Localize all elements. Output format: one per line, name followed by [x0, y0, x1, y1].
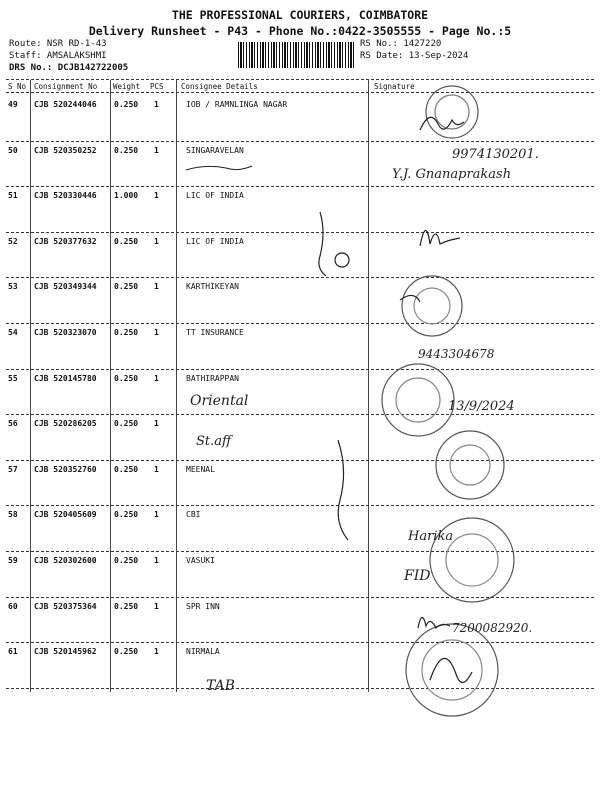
row-consignment-no: CJB 520405609 [34, 510, 97, 520]
signature-icon [420, 117, 464, 130]
rs-number: RS No.: 1427220 [360, 39, 442, 49]
row-sno: 56 [8, 419, 18, 429]
row-pcs: 1 [154, 100, 159, 109]
row-sno: 51 [8, 191, 18, 201]
row-consignee: CBI [186, 510, 201, 520]
stamp-inner-icon [414, 288, 450, 324]
col-header-weight: Weight [113, 82, 141, 91]
row-divider [6, 323, 594, 324]
hw-sig-58: Harika [408, 529, 454, 544]
stamp-inner-icon [450, 445, 490, 485]
row-consignee: LIC OF INDIA [186, 236, 244, 246]
rs-date: RS Date: 13-Sep-2024 [360, 51, 469, 61]
row-sno: 50 [8, 145, 18, 155]
hw-sig-59: FID [404, 568, 431, 584]
row-divider [6, 505, 594, 506]
row-consignment-no: CJB 520377632 [34, 236, 97, 246]
row-consignment-no: CJB 520302600 [34, 556, 97, 565]
signature-icon [418, 617, 450, 628]
row-divider [6, 688, 594, 689]
row-pcs: 1 [154, 328, 159, 337]
col-header-consignment: Consignment No [34, 82, 98, 91]
hw-name-50: Y.J. Gnanaprakash [392, 167, 512, 182]
col-divider [368, 80, 369, 692]
row-divider [6, 186, 594, 187]
row-consignee: LIC OF INDIA [186, 191, 244, 201]
row-divider [6, 414, 594, 415]
col-header-signature: Signature [374, 82, 415, 91]
row-consignment-no: CJB 520323070 [34, 328, 97, 337]
row-consignment-no: CJB 520352760 [34, 464, 97, 474]
route-label: Route: NSR RD-1-43 [9, 39, 107, 49]
row-consignment-no: CJB 520244046 [34, 100, 97, 109]
signature-icon [420, 230, 460, 246]
company-title: THE PROFESSIONAL COURIERS, COIMBATORE [171, 8, 429, 22]
stamp-icon [426, 86, 478, 138]
row-pcs: 1 [154, 282, 159, 292]
row-divider [6, 277, 594, 278]
row-sno: 59 [8, 556, 18, 565]
row-consignee: SPR INN [186, 601, 220, 611]
row-sno: 60 [8, 601, 18, 611]
row-divider [6, 597, 594, 598]
row-weight: 0.250 [114, 647, 139, 657]
col-header-sno: S No [8, 82, 27, 91]
col-divider [176, 80, 177, 692]
row-pcs: 1 [154, 145, 159, 155]
row-pcs: 1 [154, 373, 159, 383]
row-divider [6, 232, 594, 233]
row-sno: 57 [8, 464, 18, 474]
row-consignee: MEENAL [186, 464, 215, 474]
col-header-consignee: Consignee Details [181, 82, 258, 91]
col-divider [30, 80, 31, 692]
row-consignment-no: CJB 520145962 [34, 647, 97, 657]
stamp-inner-icon [435, 95, 469, 129]
row-sno: 53 [8, 282, 18, 292]
row-sno: 58 [8, 510, 18, 520]
drs-number: DRS No.: DCJB142722005 [9, 63, 129, 73]
stamp-icon [436, 431, 504, 499]
row-consignee: VASUKI [186, 556, 215, 565]
row-weight: 0.250 [114, 236, 139, 246]
row-consignee: TT INSURANCE [186, 328, 244, 337]
hw-phone-50: 9974130201. [452, 147, 539, 162]
row-weight: 1.000 [114, 191, 139, 201]
circled-note-icon [335, 253, 349, 267]
stamp-inner-icon [422, 640, 482, 700]
header-bottom-rule [6, 92, 594, 93]
stamp-icon [382, 364, 454, 436]
row-weight: 0.250 [114, 373, 139, 383]
grama-bank-stamp-icon [406, 624, 498, 716]
bracket-icon [319, 212, 326, 276]
row-sno: 54 [8, 328, 18, 337]
central-bank-stamp-icon [430, 518, 514, 602]
hw-note-55: Oriental [190, 393, 249, 409]
row-divider [6, 141, 594, 142]
row-consignment-no: CJB 520375364 [34, 601, 97, 611]
hw-phone-54: 9443304678 [418, 347, 495, 361]
row-pcs: 1 [154, 647, 159, 657]
row-weight: 0.250 [114, 464, 139, 474]
row-weight: 0.250 [114, 510, 139, 520]
signature-icon [430, 658, 472, 682]
row-divider [6, 551, 594, 552]
row-consignee: SINGARAVELAN [186, 145, 244, 155]
bracket-icon [338, 440, 348, 540]
row-divider [6, 369, 594, 370]
stamp-inner-icon [396, 378, 440, 422]
row-sno: 49 [8, 100, 18, 109]
row-sno: 55 [8, 373, 18, 383]
runsheet-subtitle: Delivery Runsheet - P43 - Phone No.:0422-3505555 - Page No.:5 [88, 24, 512, 38]
row-pcs: 1 [154, 419, 159, 429]
row-sno: 61 [8, 647, 18, 657]
row-weight: 0.250 [114, 419, 139, 429]
hw-note-61: TAB [206, 678, 235, 694]
barcode [238, 42, 354, 68]
row-consignee: KARTHIKEYAN [186, 282, 239, 292]
hw-date-55: 13/9/2024 [448, 399, 515, 414]
col-divider [110, 80, 111, 692]
row-weight: 0.250 [114, 282, 139, 292]
row-consignment-no: CJB 520145780 [34, 373, 97, 383]
hw-phone-60: 7200082920. [452, 621, 533, 635]
row-weight: 0.250 [114, 100, 139, 109]
row-weight: 0.250 [114, 145, 139, 155]
row-consignee: NIRMALA [186, 647, 220, 657]
row-consignment-no: CJB 520349344 [34, 282, 97, 292]
row-pcs: 1 [154, 236, 159, 246]
staff-label: Staff: AMSALAKSHMI [9, 51, 107, 61]
row-pcs: 1 [154, 510, 159, 520]
hw-note-56: St.aff [196, 434, 232, 449]
table-top-rule [6, 79, 594, 80]
row-pcs: 1 [154, 464, 159, 474]
stamp-icon [402, 276, 462, 336]
row-consignment-no: CJB 520350252 [34, 145, 97, 155]
stamp-inner-icon [446, 534, 498, 586]
row-pcs: 1 [154, 601, 159, 611]
row-divider [6, 460, 594, 461]
row-pcs: 1 [154, 191, 159, 201]
row-weight: 0.250 [114, 328, 139, 337]
signature-icon [400, 295, 420, 302]
row-weight: 0.250 [114, 556, 139, 565]
row-consignee: IOB / RAMNLINGA NAGAR [186, 100, 288, 109]
col-header-pcs: PCS [150, 82, 164, 91]
strike-signature-icon [186, 166, 252, 170]
row-consignee: BATHIRAPPAN [186, 373, 239, 383]
row-consignment-no: CJB 520286205 [34, 419, 97, 429]
row-weight: 0.250 [114, 601, 139, 611]
row-pcs: 1 [154, 556, 159, 565]
row-sno: 52 [8, 236, 18, 246]
row-divider [6, 642, 594, 643]
row-consignment-no: CJB 520330446 [34, 191, 97, 201]
